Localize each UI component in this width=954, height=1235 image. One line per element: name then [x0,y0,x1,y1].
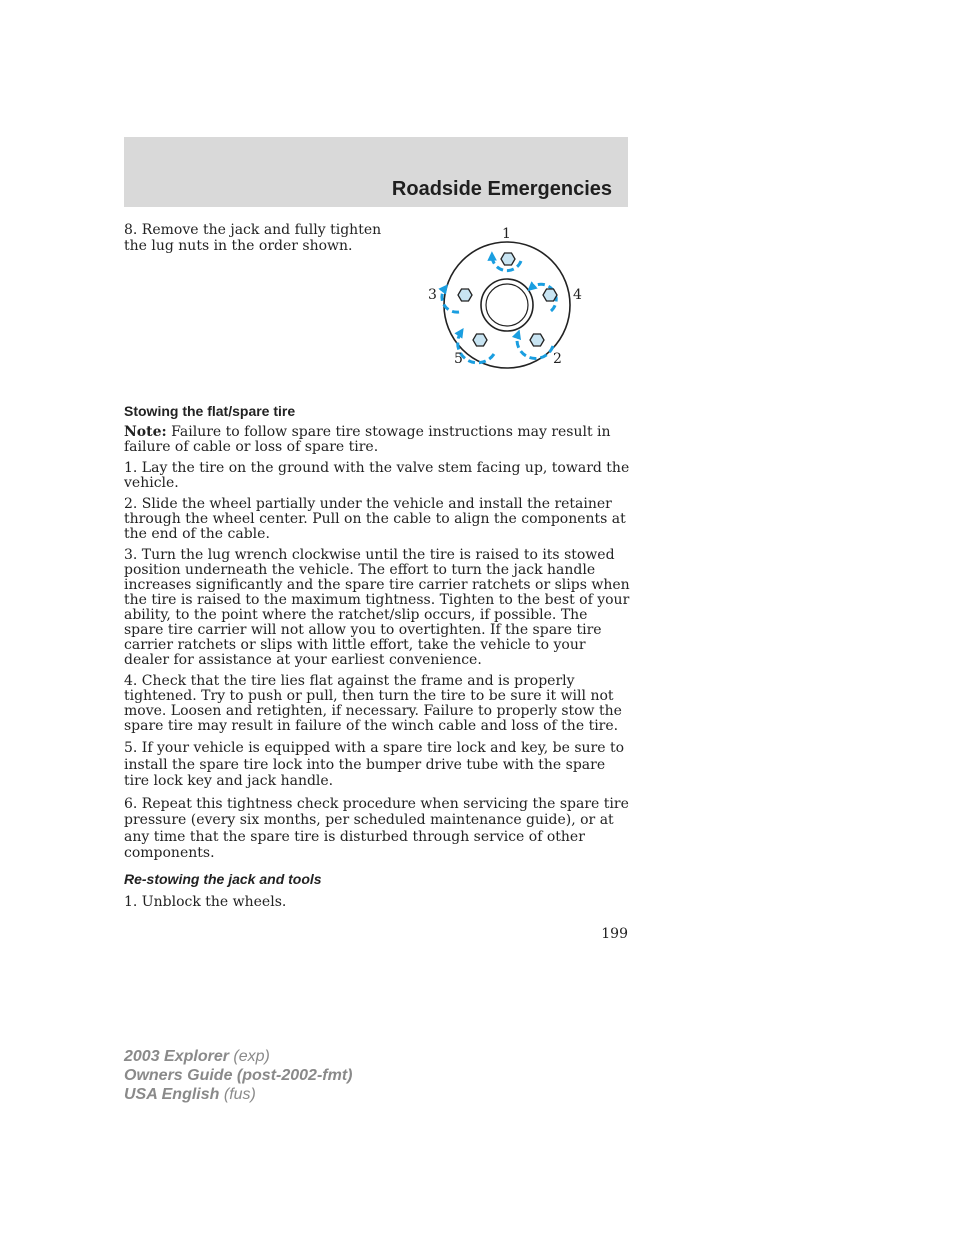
step-8-text: 8. Remove the jack and fully tighten the lug nuts in the order shown. [124,222,382,254]
lug-nut-order-diagram [420,222,595,374]
footer-line-1 [124,1047,352,1066]
document-footer [124,1047,352,1104]
lug-nut-3 [458,289,472,301]
label-2: 2 [553,351,562,367]
restow-step-1: 1. Unblock the wheels. [124,893,287,910]
page-number: 199 [601,926,628,942]
stow-step-4: 4. Check that the tire lies flat against the frame and is properly tightened. Try to push or pull, then turn the tire to be sure it will not move. Loosen and retighten, if necessary. Failure to properly stow the spare tire may result in failure of the winch cable and loss of the tire. [124,673,622,734]
label-4: 4 [573,287,582,303]
footer-language: USA English [124,1086,220,1103]
stow-step-1: 1. Lay the tire on the ground with the valve stem facing up, toward the vehicle. [124,460,630,491]
lug-nut-4 [543,289,557,301]
label-3: 3 [428,287,437,303]
label-5: 5 [454,351,463,367]
lug-nut-1 [501,253,515,265]
hub-inner [486,284,528,326]
subsection-heading: Re-stowing the jack and tools [124,870,322,887]
stow-step-6: 6. Repeat this tightness check procedure when servicing the spare tire pressure (every six months, per scheduled maintenance guide), or at any time that the spare tire is disturbed through service of other components. [124,795,629,861]
stow-step-5: 5. If your vehicle is equipped with a spare tire lock and key, be sure to install the spare tire lock into the bumper drive tube with the spare tire lock key and jack handle. [124,740,625,789]
lug-nut-5 [473,334,487,346]
footer-line-3 [124,1085,352,1104]
note-text: Failure to follow spare tire stowage instructions may result in failure of cable or loss of spare tire. [124,424,611,455]
stow-step-2: 2. Slide the wheel partially under the vehicle and install the retainer through the wheel center. Pull on the cable to align the components at the end of the cable. [124,496,626,542]
section-heading: Stowing the flat/spare tire [124,403,296,419]
lug-nut-2 [530,334,544,346]
section-header-band [124,137,628,207]
label-1: 1 [502,226,511,242]
main-content [124,404,630,916]
note-label: Note: [124,424,167,440]
hub-outer [481,279,533,331]
footer-model-code: (exp) [228,1048,270,1065]
stow-step-3: 3. Turn the lug wrench clockwise until the tire is raised to its stowed position underneath the vehicle. The effort to turn the jack handle increases significantly and the spare tire carrier ratchets or slips when the tire is raised to the maximum tightness. Tighten to the best of your ability, to the point where the ratchet/slip occurs, if possible. The spare tire carrier will not allow you to overtighten. If the spare tire carrier ratchets or slips with little effort, take the vehicle to your dealer for assistance at your earliest convenience. [124,547,630,668]
note-paragraph [124,425,630,455]
footer-language-code: (fus) [219,1086,256,1103]
footer-line-2: Owners Guide (post-2002-fmt) [124,1067,353,1084]
footer-model: 2003 Explorer [124,1048,229,1065]
section-title: Roadside Emergencies [391,178,612,200]
wheel-diagram-svg [420,222,595,374]
